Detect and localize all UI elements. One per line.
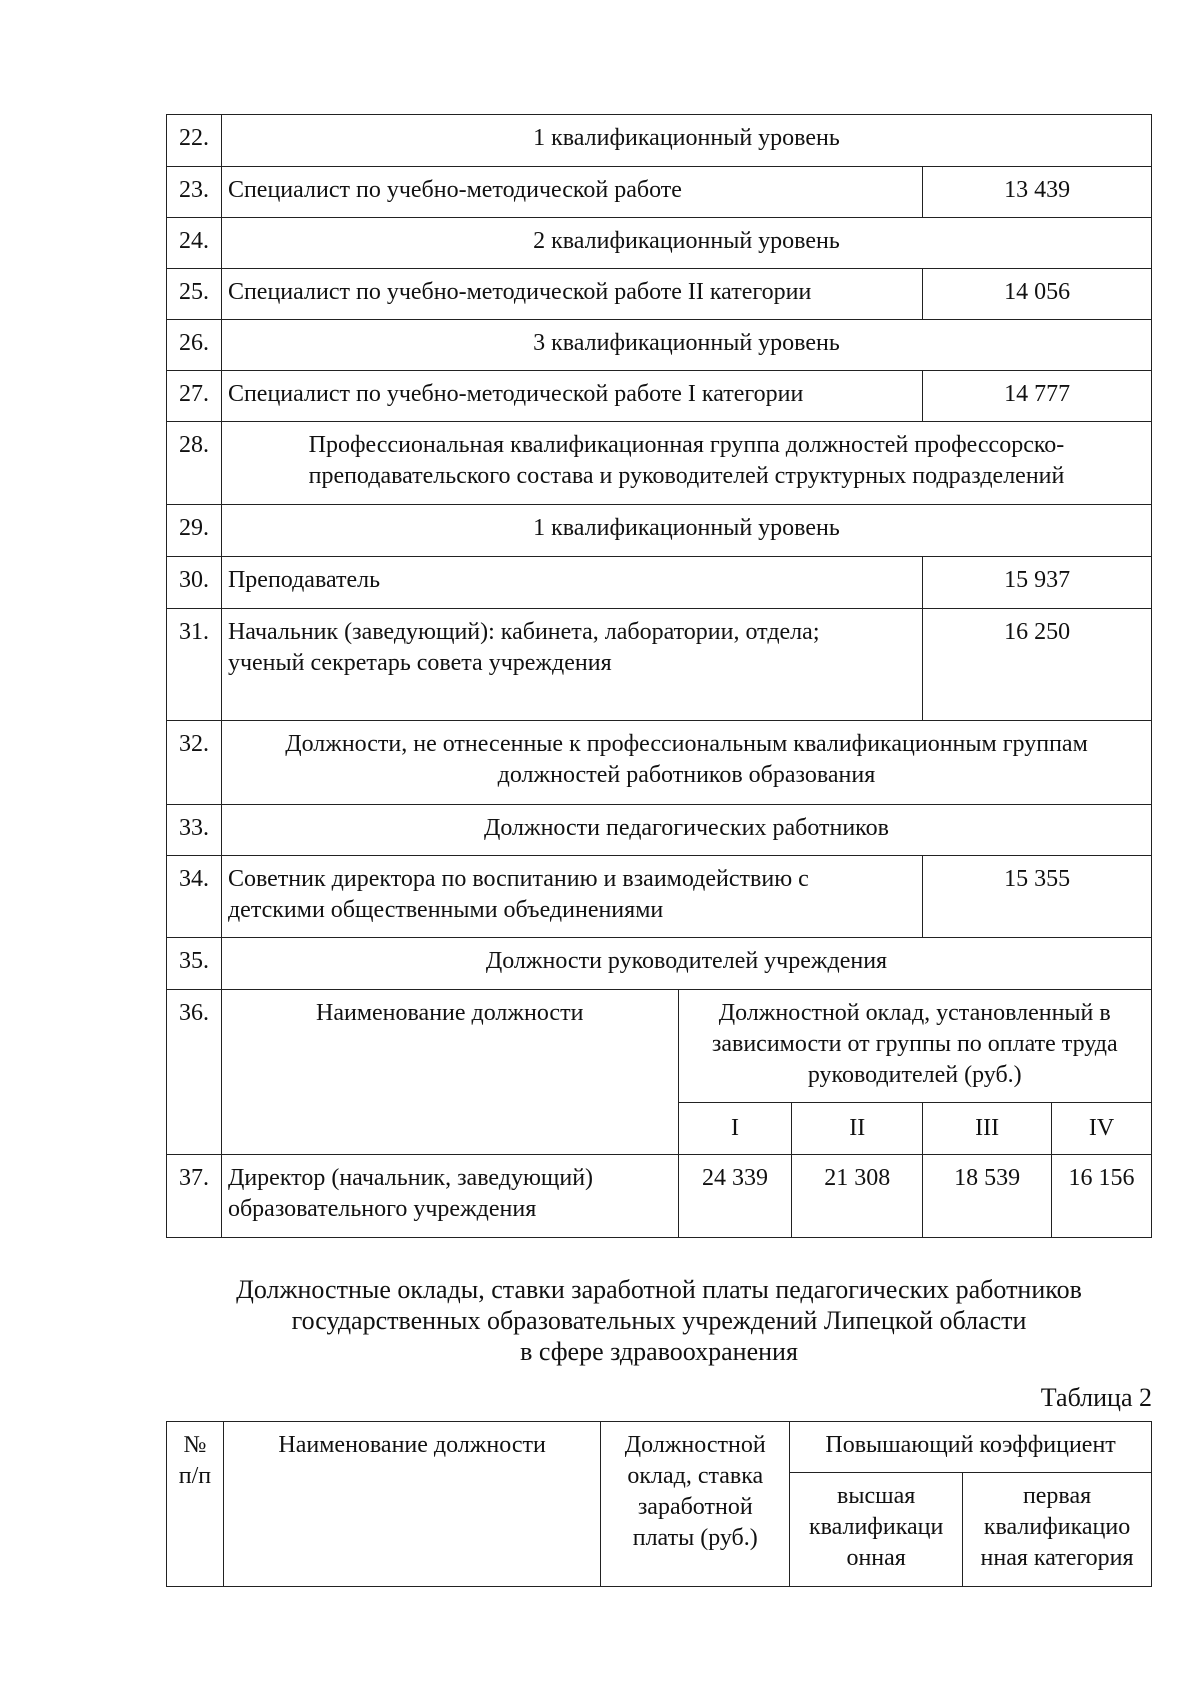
column-header-name: Наименование должности bbox=[221, 990, 678, 1155]
section-heading-line: в сфере здравоохранения bbox=[520, 1337, 798, 1366]
column-header-salary-line: оклад, ставка bbox=[627, 1463, 764, 1489]
column-header-salary-line: платы (руб.) bbox=[632, 1525, 758, 1551]
group-heading-line: Профессиональная квалификационная группа должностей профессорско- bbox=[308, 432, 1065, 458]
group-header-i: I bbox=[678, 1103, 792, 1155]
row-number: 31. bbox=[167, 609, 222, 721]
position-name bbox=[221, 609, 922, 721]
column-header-salary-line: Должностной оклад, установленный в bbox=[718, 1000, 1111, 1026]
group-heading bbox=[221, 422, 1151, 505]
position-name: Специалист по учебно-методической работе I категории bbox=[221, 371, 922, 422]
salary-value: 15 355 bbox=[923, 856, 1152, 938]
salary-value: 14 777 bbox=[923, 371, 1152, 422]
table-row bbox=[167, 557, 1152, 609]
table-row bbox=[167, 167, 1152, 218]
column-header-line: высшая bbox=[836, 1483, 916, 1509]
column-header-number bbox=[167, 1422, 224, 1587]
row-number: 37. bbox=[167, 1155, 222, 1238]
column-header-line: квалификаци bbox=[808, 1514, 944, 1540]
table-row bbox=[167, 505, 1152, 557]
position-name-line: Директор (начальник, заведующий) bbox=[227, 1165, 594, 1191]
table-row bbox=[167, 115, 1152, 167]
group-header-iv: IV bbox=[1052, 1103, 1152, 1155]
position-name bbox=[221, 1155, 678, 1238]
level-heading: 1 квалификационный уровень bbox=[221, 115, 1151, 167]
table-row bbox=[167, 609, 1152, 721]
table-header-row bbox=[167, 1422, 1152, 1473]
row-number: 27. bbox=[167, 371, 222, 422]
column-header-highest-category bbox=[790, 1473, 963, 1587]
column-header-salary-line: зависимости от группы по оплате труда bbox=[711, 1031, 1118, 1057]
position-name-line: образовательного учреждения bbox=[227, 1196, 537, 1222]
row-number: 32. bbox=[167, 721, 222, 805]
row-number: 35. bbox=[167, 938, 222, 990]
column-header-first-category bbox=[963, 1473, 1152, 1587]
table-row bbox=[167, 1155, 1152, 1238]
section-heading-line: государственных образовательных учреждений Липецкой области bbox=[291, 1306, 1027, 1335]
section-heading-line: Должностные оклады, ставки заработной платы педагогических работников bbox=[236, 1275, 1082, 1304]
position-name-line: ученый секретарь совета учреждения bbox=[227, 650, 612, 676]
salary-value: 16 156 bbox=[1052, 1155, 1152, 1238]
group-heading-line: должностей работников образования bbox=[497, 762, 876, 788]
row-number: 23. bbox=[167, 167, 222, 218]
row-number: 25. bbox=[167, 269, 222, 320]
row-number: 28. bbox=[167, 422, 222, 505]
group-header-ii: II bbox=[792, 1103, 923, 1155]
position-name bbox=[221, 856, 922, 938]
table-row bbox=[167, 938, 1152, 990]
section-heading bbox=[166, 1274, 1152, 1367]
column-header-salary-line: заработной bbox=[637, 1494, 753, 1520]
position-name: Специалист по учебно-методической работе bbox=[221, 167, 922, 218]
level-heading: 2 квалификационный уровень bbox=[221, 218, 1151, 269]
level-heading: 1 квалификационный уровень bbox=[221, 505, 1151, 557]
salary-value: 16 250 bbox=[923, 609, 1152, 721]
group-heading-line: Должности, не отнесенные к профессиональным квалификационным группам bbox=[285, 731, 1088, 757]
group-heading: Должности руководителей учреждения bbox=[221, 938, 1151, 990]
salary-table-1 bbox=[166, 114, 1152, 1238]
table-row bbox=[167, 721, 1152, 805]
column-header-number-line: п/п bbox=[178, 1463, 212, 1489]
salary-value: 15 937 bbox=[923, 557, 1152, 609]
salary-value: 13 439 bbox=[923, 167, 1152, 218]
salary-value: 21 308 bbox=[792, 1155, 923, 1238]
table-row bbox=[167, 269, 1152, 320]
column-header-line: нная категория bbox=[980, 1545, 1134, 1571]
group-heading bbox=[221, 721, 1151, 805]
row-number: 33. bbox=[167, 805, 222, 856]
salary-value: 14 056 bbox=[923, 269, 1152, 320]
row-number: 29. bbox=[167, 505, 222, 557]
salary-value: 18 539 bbox=[923, 1155, 1052, 1238]
group-heading: Должности педагогических работников bbox=[221, 805, 1151, 856]
column-header-salary-line: Должностной bbox=[624, 1432, 766, 1458]
table-row bbox=[167, 856, 1152, 938]
column-header-number-line: № bbox=[183, 1432, 207, 1458]
position-name: Преподаватель bbox=[221, 557, 922, 609]
position-name-line: Начальник (заведующий): кабинета, лаборатории, отдела; bbox=[227, 619, 820, 645]
table-row bbox=[167, 990, 1152, 1103]
row-number: 24. bbox=[167, 218, 222, 269]
row-number: 26. bbox=[167, 320, 222, 371]
row-number: 30. bbox=[167, 557, 222, 609]
column-header-salary bbox=[601, 1422, 790, 1587]
column-header-line: первая bbox=[1022, 1483, 1092, 1509]
row-number: 34. bbox=[167, 856, 222, 938]
column-header-line: онная bbox=[846, 1545, 906, 1571]
column-header-salary-line: руководителей (руб.) bbox=[807, 1062, 1022, 1088]
row-number: 36. bbox=[167, 990, 222, 1155]
table-row bbox=[167, 422, 1152, 505]
group-heading-line: преподавательского состава и руководителей структурных подразделений bbox=[308, 463, 1065, 489]
level-heading: 3 квалификационный уровень bbox=[221, 320, 1151, 371]
column-header-salary bbox=[678, 990, 1152, 1103]
salary-value: 24 339 bbox=[678, 1155, 792, 1238]
column-header-coefficient: Повышающий коэффициент bbox=[790, 1422, 1152, 1473]
salary-table-2 bbox=[166, 1421, 1152, 1587]
column-header-name: Наименование должности bbox=[223, 1422, 600, 1587]
position-name-line: Советник директора по воспитанию и взаимодействию с bbox=[227, 866, 809, 892]
table-row bbox=[167, 805, 1152, 856]
position-name: Специалист по учебно-методической работе II категории bbox=[221, 269, 922, 320]
row-number: 22. bbox=[167, 115, 222, 167]
table-row bbox=[167, 320, 1152, 371]
column-header-line: квалификацио bbox=[983, 1514, 1131, 1540]
table-row bbox=[167, 371, 1152, 422]
table-caption: Таблица 2 bbox=[1040, 1383, 1152, 1412]
group-header-iii: III bbox=[923, 1103, 1052, 1155]
position-name-line: детскими общественными объединениями bbox=[227, 897, 664, 923]
table-row bbox=[167, 218, 1152, 269]
